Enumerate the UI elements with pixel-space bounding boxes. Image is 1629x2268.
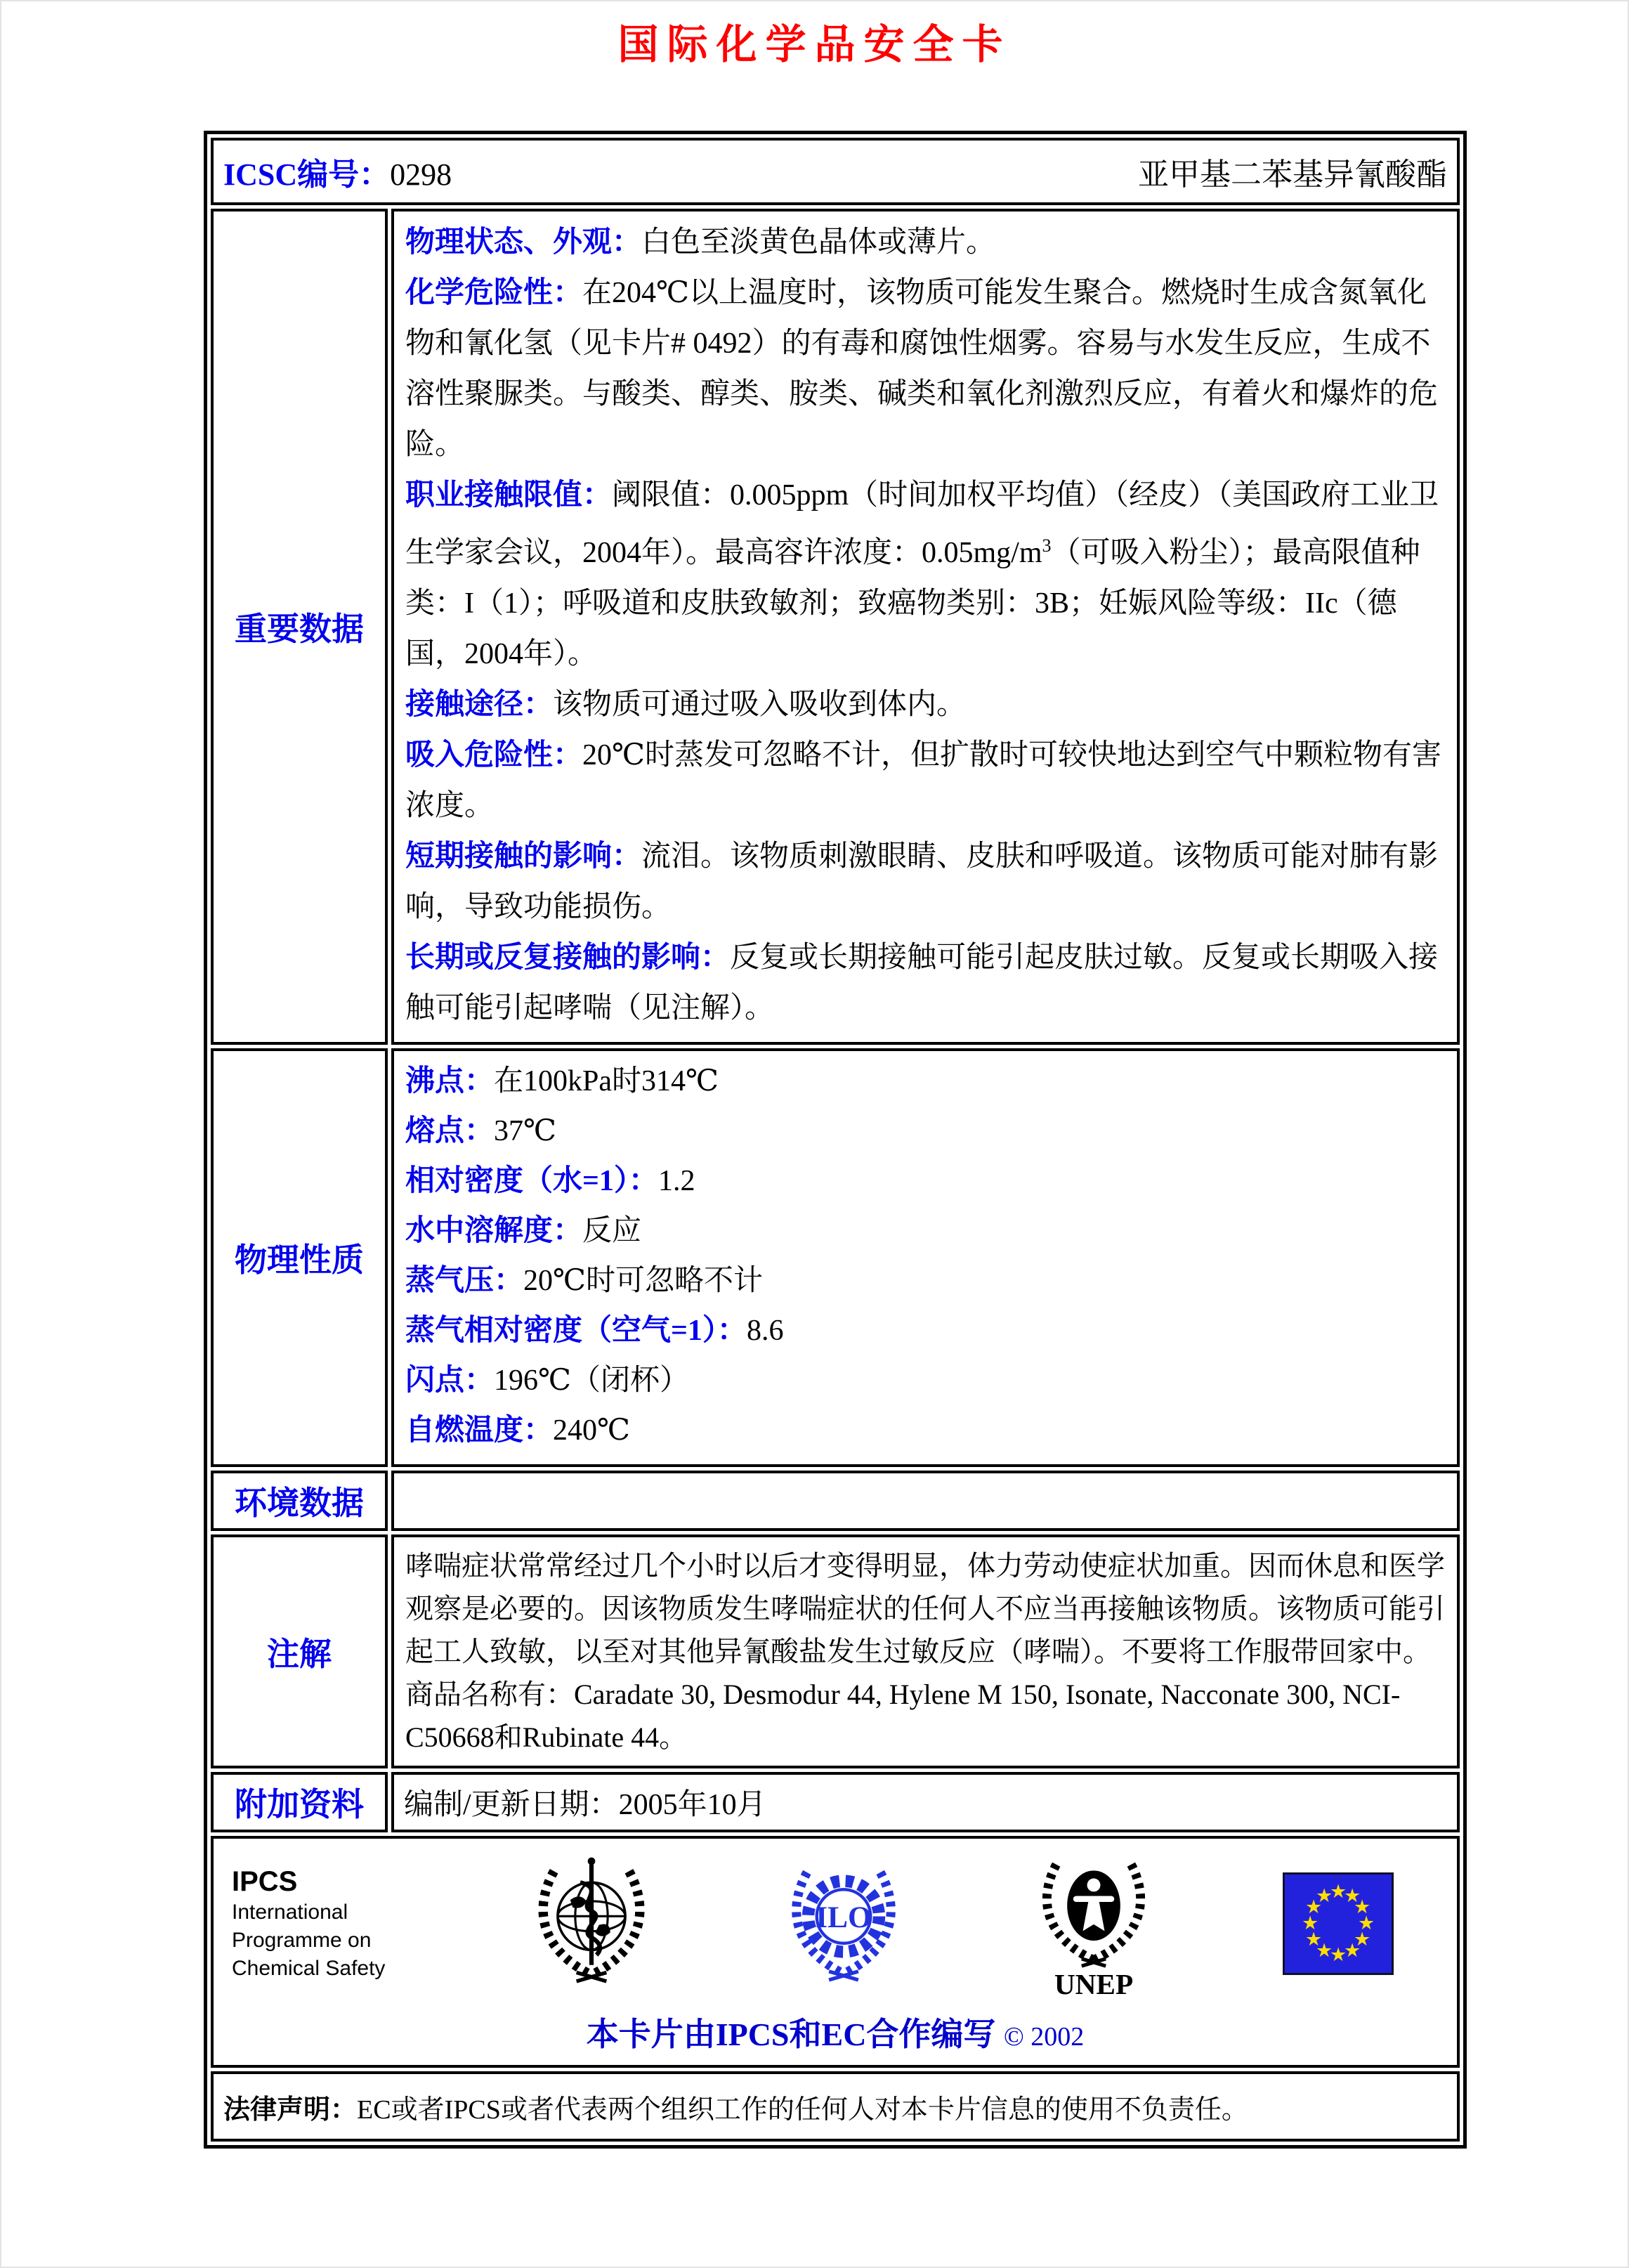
property-value: 1.2 — [658, 1165, 695, 1197]
property-label: 蒸气相对密度（空气=1）： — [405, 1315, 747, 1347]
property-label: 蒸气压： — [405, 1265, 524, 1297]
field-text: 阈限值：0.005ppm（时间加权平均值）（经皮）（美国政府工业卫生学家会议，2004年）。最高容许浓度：0.05mg/m — [405, 479, 1439, 569]
environmental-data-content — [391, 1471, 1460, 1531]
ilo-logo-icon — [783, 1853, 905, 1994]
property-label: 沸点： — [405, 1065, 495, 1097]
property-label: 闪点： — [405, 1364, 495, 1397]
field-text: 20℃时蒸发可忽略不计，但扩散时可较快地达到空气中颗粒物有害浓度。 — [405, 739, 1442, 822]
unep-logo-icon — [1033, 1849, 1154, 1999]
important-data-content — [391, 209, 1460, 1045]
property-value: 20℃时可忽略不计 — [523, 1265, 763, 1297]
legal-notice-row — [211, 2071, 1460, 2142]
caption-text: 本卡片由IPCS和EC合作编写 — [586, 2016, 996, 2052]
property-label: 相对密度（水=1）： — [405, 1165, 658, 1197]
physical-property — [405, 1306, 1446, 1356]
who-logo-icon — [529, 1853, 654, 1994]
important-data-row — [211, 209, 1460, 1045]
important-entry — [405, 268, 1446, 470]
property-value: 8.6 — [746, 1315, 784, 1347]
field-text: 在204℃以上温度时，该物质可能发生聚合。燃烧时生成含氮氧化物和氰化氢（见卡片# 0492）的有毒和腐蚀性烟雾。容易与水发生反应，生成不溶性聚脲类。与酸类、醇类、胺类、碱类和氧化剂激烈反应，有着火和爆炸的危险。 — [405, 277, 1439, 461]
property-value: 196℃（闭杯） — [494, 1364, 689, 1397]
field-text: 反复或长期接触可能引起皮肤过敏。反复或长期吸入接触可能引起哮喘（见注解）。 — [405, 941, 1439, 1024]
physical-property — [405, 1356, 1446, 1406]
property-label: 自燃温度： — [405, 1414, 554, 1447]
field-label: 物理状态、外观： — [405, 226, 642, 259]
physical-properties-row — [211, 1048, 1460, 1467]
physical-properties-row-label: 物理性质 — [211, 1048, 388, 1467]
additional-info-content: 编制/更新日期：2005年10月 — [391, 1772, 1460, 1832]
header-row — [211, 138, 1460, 205]
field-label: 吸入危险性： — [405, 739, 583, 771]
physical-property — [405, 1107, 1446, 1156]
logos-row — [211, 1836, 1460, 2068]
icsc-number-group — [223, 149, 452, 194]
notes-row-label: 注解 — [211, 1534, 388, 1768]
physical-property — [405, 1256, 1446, 1306]
superscript: 3 — [1042, 535, 1052, 556]
physical-property — [405, 1156, 1446, 1206]
ipcs-line: Programme on — [232, 1929, 372, 1952]
legal-notice-text: EC或者IPCS或者代表两个组织工作的任何人对本卡片信息的使用不负责任。 — [357, 2094, 1248, 2125]
field-text: 流泪。该物质刺激眼睛、皮肤和呼吸道。该物质可能对肺有影响，导致功能损伤。 — [405, 840, 1439, 923]
notes-row — [211, 1534, 1460, 1768]
important-entry — [405, 470, 1446, 679]
important-data-row-label: 重要数据 — [211, 209, 388, 1045]
icsc-number-value: 0298 — [390, 157, 452, 192]
logos-cell — [211, 1836, 1460, 2068]
important-entry — [405, 730, 1446, 831]
environmental-data-row — [211, 1471, 1460, 1531]
field-text: （可吸入粉尘）；最高限值种类：I（1）；呼吸道和皮肤致敏剂；致癌物类别：3B；妊娠风险等级：IIc（德国，2004年）。 — [405, 537, 1420, 670]
legal-notice-cell — [211, 2071, 1460, 2142]
icsc-card-table — [204, 131, 1467, 2149]
ipcs-line: International — [232, 1901, 348, 1924]
field-text: 该物质可通过吸入吸收到体内。 — [553, 689, 967, 721]
field-label: 职业接触限值： — [405, 479, 613, 511]
property-value: 37℃ — [494, 1115, 556, 1147]
property-label: 水中溶解度： — [405, 1215, 583, 1247]
svg-text:ILO: ILO — [816, 1901, 872, 1935]
field-text: 白色至淡黄色晶体或薄片。 — [641, 226, 996, 259]
field-label: 长期或反复接触的影响： — [405, 941, 731, 974]
chemical-name: 亚甲基二苯基异氰酸酯 — [1138, 157, 1447, 192]
field-label: 接触途径： — [405, 689, 554, 721]
important-entry — [405, 217, 1446, 268]
physical-properties-content — [391, 1048, 1460, 1467]
important-entry — [405, 831, 1446, 932]
important-entry — [405, 679, 1446, 730]
additional-info-row — [211, 1772, 1460, 1832]
ipcs-line: Chemical Safety — [232, 1957, 386, 1980]
field-label: 短期接触的影响： — [405, 840, 642, 873]
copyright-text: © 2002 — [1003, 2022, 1085, 2052]
additional-info-row-label: 附加资料 — [211, 1772, 388, 1832]
property-value: 在100kPa时314℃ — [494, 1065, 719, 1097]
important-entry — [405, 932, 1446, 1034]
environmental-data-row-label: 环境数据 — [211, 1471, 388, 1531]
property-label: 熔点： — [405, 1115, 495, 1147]
ipcs-acronym: IPCS — [232, 1866, 298, 1897]
page-title: 国际化学品安全卡 — [617, 22, 1012, 67]
physical-property — [405, 1057, 1446, 1107]
property-value: 反应 — [582, 1215, 642, 1247]
icsc-number-label: ICSC编号： — [223, 157, 391, 192]
footer-caption — [228, 2009, 1443, 2055]
legal-notice-label: 法律声明： — [223, 2094, 358, 2125]
ipcs-text-block — [232, 1865, 400, 1983]
physical-property — [405, 1406, 1446, 1456]
physical-property — [405, 1206, 1446, 1256]
eu-flag-icon: ★ ★ ★ ★ ★ ★ ★ ★ ★ ★ ★ ★ — [1283, 1872, 1394, 1975]
property-value: 240℃ — [553, 1414, 630, 1447]
svg-text:UNEP: UNEP — [1054, 1967, 1134, 1999]
header-cell — [211, 138, 1460, 205]
field-label: 化学危险性： — [405, 277, 583, 309]
notes-content: 哮喘症状常常经过几个小时以后才变得明显，体力劳动使症状加重。因而休息和医学观察是必要的。因该物质发生哮喘症状的任何人不应当再接触该物质。该物质可能引起工人致敏，以至对其他异氰酸盐发生过敏反应（哮喘）。不要将工作服带回家中。商品名称有：Caradate 30, Desmodur 44, Hylene M 150, Isonate, Nacconate 300, NCI-C50668和Rubinate 44。 — [391, 1534, 1460, 1768]
